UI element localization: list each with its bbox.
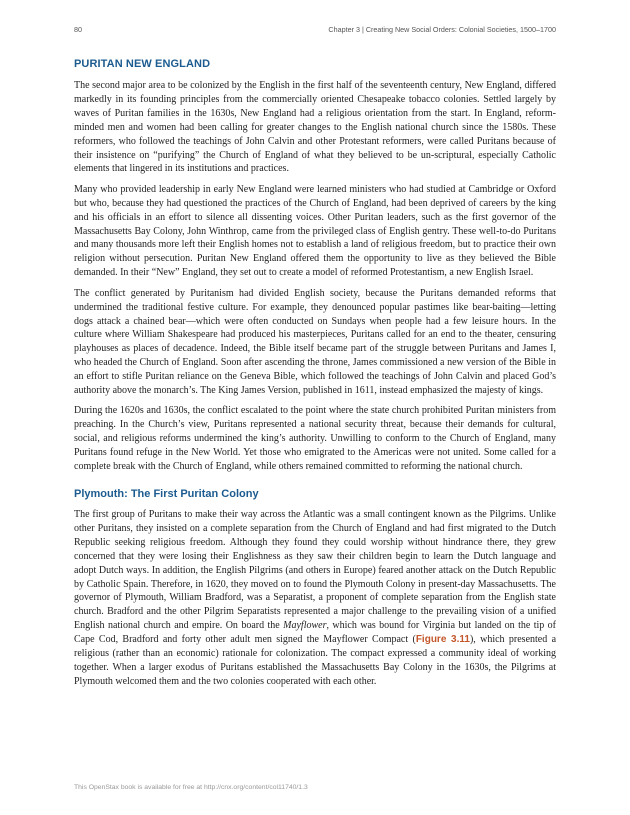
paragraph-text: ), which presented a religious (rather than an economic) rationale for colonization. The compact expressed a community ideal of working together. When a larger exodus of Puritans established the Massachusetts Bay Colony in the 1630s, the Pilgrims at Plymouth welcomed them and the two colonies cooperated with each other. [74, 634, 557, 687]
paragraph [74, 508, 556, 689]
page-number: 80 [74, 25, 82, 34]
paragraph: Many who provided leadership in early New England were learned ministers who had studied at Cambridge or Oxford but who, because they had questioned the practices of the Church of England, had been deprived of careers by the king and his officials in an effort to silence all dissenting voices. Other Puritan leaders, such as the first governor of the Massachusetts Bay Colony, John Winthrop, came from the privileged class of English gentry. These well-to-do Puritans and many thousands more left their English homes not to establish a land of religious freedom, but to practice their own religion without persecution. Puritan New England offered them the opportunity to live as they believed the Bible demanded. In their “New” England, they set out to create a model of reformed Protestantism, a new English Israel. [74, 183, 556, 279]
ship-name: Mayflower [283, 620, 327, 632]
paragraph-text: The first group of Puritans to make their way across the Atlantic was a small contingent known as the Pilgrims. Unlike other Puritans, they insisted on a complete separation from the Church of England and had first migrated to the Dutch Republic seeking religious freedom. Although they found they could worship without hindrance there, they grew concerned that they were losing their Englishness as they saw their children begin to learn the Dutch language and adopt Dutch ways. In addition, the English Pilgrims (and others in Europe) feared another attack on the Dutch Republic by Catholic Spain. Therefore, in 1620, they moved on to found the Plymouth Colony in present-day Massachusetts. The governor of Plymouth, William Bradford, was a Separatist, a proponent of complete separation from the English state church. Bradford and the other Pilgrim Separatists represented a major challenge to the prevailing vision of a unified English national church and empire. On board the [74, 508, 556, 632]
paragraph: During the 1620s and 1630s, the conflict escalated to the point where the state church prohibited Puritan ministers from preaching. In the Church’s view, Puritans represented a national security threat, because their demands for cultural, social, and religious reforms undermined the king’s authority. Unwilling to conform to the Church of England, many Puritans found refuge in the New World. Yet those who emigrated to the Americas were not united. Some called for a complete break with the Church of England, while others remained committed to reforming the national church. [74, 405, 556, 473]
running-header [74, 25, 556, 37]
footer-note: This OpenStax book is available for free at http://cnx.org/content/col11740/1.3 [74, 784, 308, 791]
subsection-heading: Plymouth: The First Puritan Colony [74, 487, 259, 500]
paragraph: The conflict generated by Puritanism had divided English society, because the Puritans demanded reforms that undermined the traditional festive culture. For example, they denounced popular pastimes like bear-baiting—letting dogs attack a chained bear—which were often conducted on Sundays when people had a few leisure hours. In the culture where William Shakespeare had produced his masterpieces, Puritans called for an end to the theater, censuring playhouses as places of decadence. Indeed, the Bible itself became part of the struggle between Puritans and James I, who headed the Church of England. Soon after ascending the throne, James commissioned a new version of the Bible in an effort to stifle Puritan reliance on the Geneva Bible, which followed the teachings of John Calvin and placed God’s authority above the monarch’s. The King James Version, published in 1611, instead emphasized the majesty of kings. [74, 287, 556, 397]
chapter-title: Chapter 3 | Creating New Social Orders: Colonial Societies, 1500–1700 [328, 25, 556, 34]
page-content [74, 58, 556, 695]
paragraph: The second major area to be colonized by the English in the first half of the seventeenth century, New England, differed markedly in its founding principles from the commercially oriented Chesapeake tobacco colonies. Settled largely by waves of Puritan families in the 1630s, New England had a religious orientation from the start. In England, reform-minded men and women had been calling for greater changes to the English national church since the 1580s. These reformers, who followed the teachings of John Calvin and other Protestant reformers, were called Puritans because of their insistence on “purifying” the Church of England of what they believed to be un-scriptural, especially Catholic elements that lingered in its institutions and practices. [74, 80, 556, 175]
section-heading: PURITAN NEW ENGLAND [74, 58, 211, 70]
paragraph-text: , which was bound for Virginia but landed on the tip of Cape Cod, Bradford and forty other adult men signed the Mayflower Compact ( [74, 620, 556, 646]
figure-link[interactable]: Figure 3.11 [415, 634, 470, 646]
